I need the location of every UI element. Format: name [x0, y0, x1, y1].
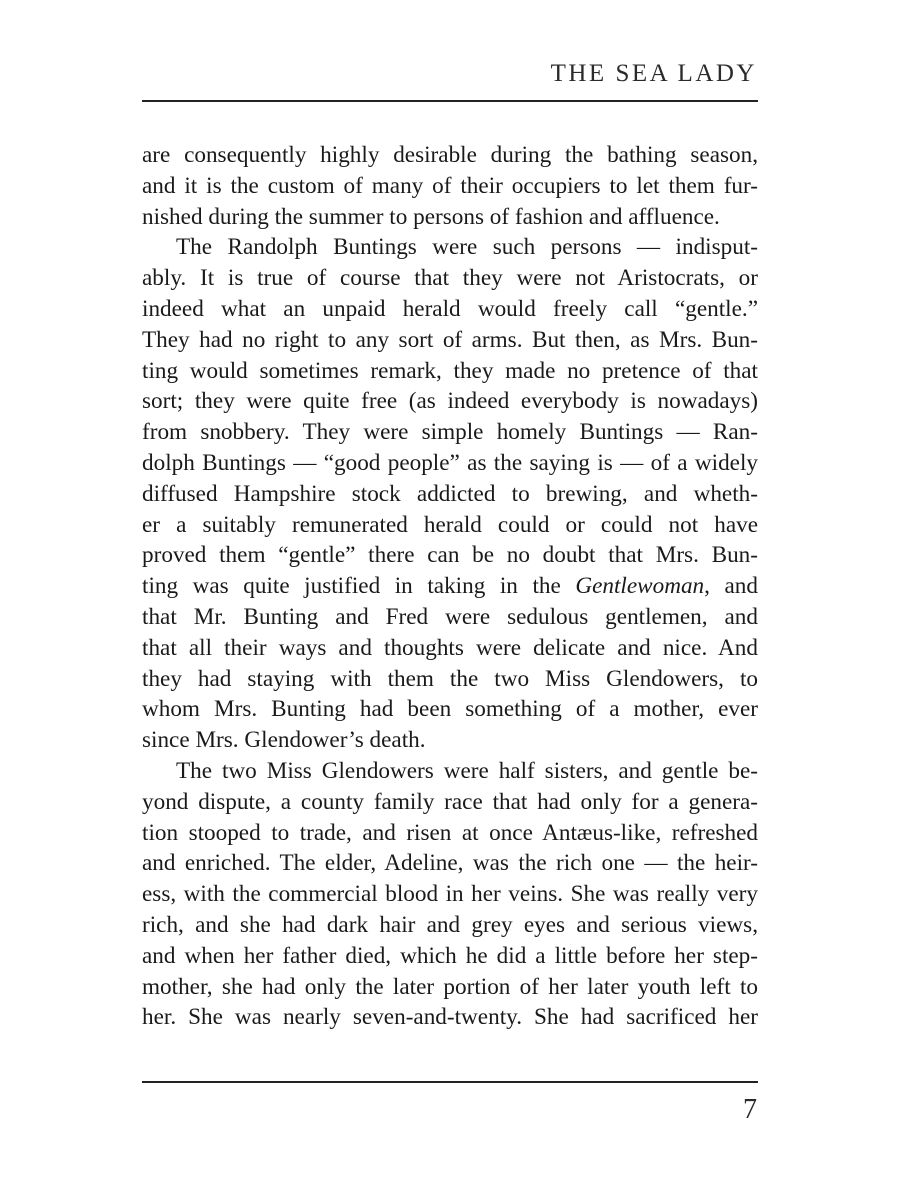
- text-line: and it is the custom of many of their occupiers to let them fur-: [142, 172, 758, 199]
- text-line: proved them “gentle” there can be no doubt that Mrs. Bun-: [142, 542, 758, 569]
- text-line: ably. It is true of course that they were not Aristocrats, or: [142, 265, 758, 292]
- text-line: ess, with the commercial blood in her veins. She was really very: [142, 881, 758, 908]
- text-line: that Mr. Bunting and Fred were sedulous gentlemen, and: [142, 603, 758, 630]
- text-line: and when her father died, which he did a little before her step-: [142, 942, 758, 969]
- text-line: mother, she had only the later portion of her later youth left to: [142, 973, 758, 1000]
- text-line: nished during the summer to persons of fashion and affluence.: [142, 203, 720, 230]
- text-line: sort; they were quite free (as indeed everybody is nowadays): [142, 388, 758, 415]
- text-line: The two Miss Glendowers were half sisters, and gentle be-: [176, 757, 758, 784]
- page-number: 7: [743, 1094, 757, 1125]
- text-line: rich, and she had dark hair and grey eyes and serious views,: [142, 911, 758, 938]
- text-line: indeed what an unpaid herald would freely call “gentle.”: [142, 295, 758, 322]
- text-line: ting was quite justified in taking in the Gentlewoman, and: [142, 573, 758, 600]
- text-line: ting would sometimes remark, they made no pretence of that: [142, 357, 758, 384]
- text-line: diffused Hampshire stock addicted to brewing, and wheth-: [142, 480, 758, 507]
- text-line: and enriched. The elder, Adeline, was the rich one — the heir-: [142, 850, 758, 877]
- header-rule: [142, 100, 758, 102]
- text-line: The Randolph Buntings were such persons — indisput-: [176, 234, 758, 261]
- text-line: from snobbery. They were simple homely Buntings — Ran-: [142, 419, 758, 446]
- text-line: dolph Buntings — “good people” as the saying is — of a widely: [142, 449, 758, 476]
- text-line: that all their ways and thoughts were delicate and nice. And: [142, 634, 758, 661]
- text-line: whom Mrs. Bunting had been something of a mother, ever: [142, 696, 758, 723]
- text-line: yond dispute, a county family race that had only for a genera-: [142, 788, 758, 815]
- text-line: They had no right to any sort of arms. But then, as Mrs. Bun-: [142, 326, 758, 353]
- body-text: [142, 140, 758, 1033]
- text-line: are consequently highly desirable during the bathing season,: [142, 142, 758, 168]
- text-line: they had staying with them the two Miss Glendowers, to: [142, 665, 758, 692]
- running-title: THE SEA LADY: [550, 60, 757, 87]
- text-line: er a suitably remunerated herald could or could not have: [142, 511, 758, 538]
- footer-rule: [142, 1081, 758, 1083]
- text-line: her. She was nearly seven-and-twenty. She had sacrificed her: [142, 1004, 758, 1031]
- text-line: tion stooped to trade, and risen at once Antæus-like, refreshed: [142, 819, 758, 846]
- text-line: since Mrs. Glendower’s death.: [142, 727, 426, 754]
- italic-title: Gentlewoman: [575, 573, 705, 600]
